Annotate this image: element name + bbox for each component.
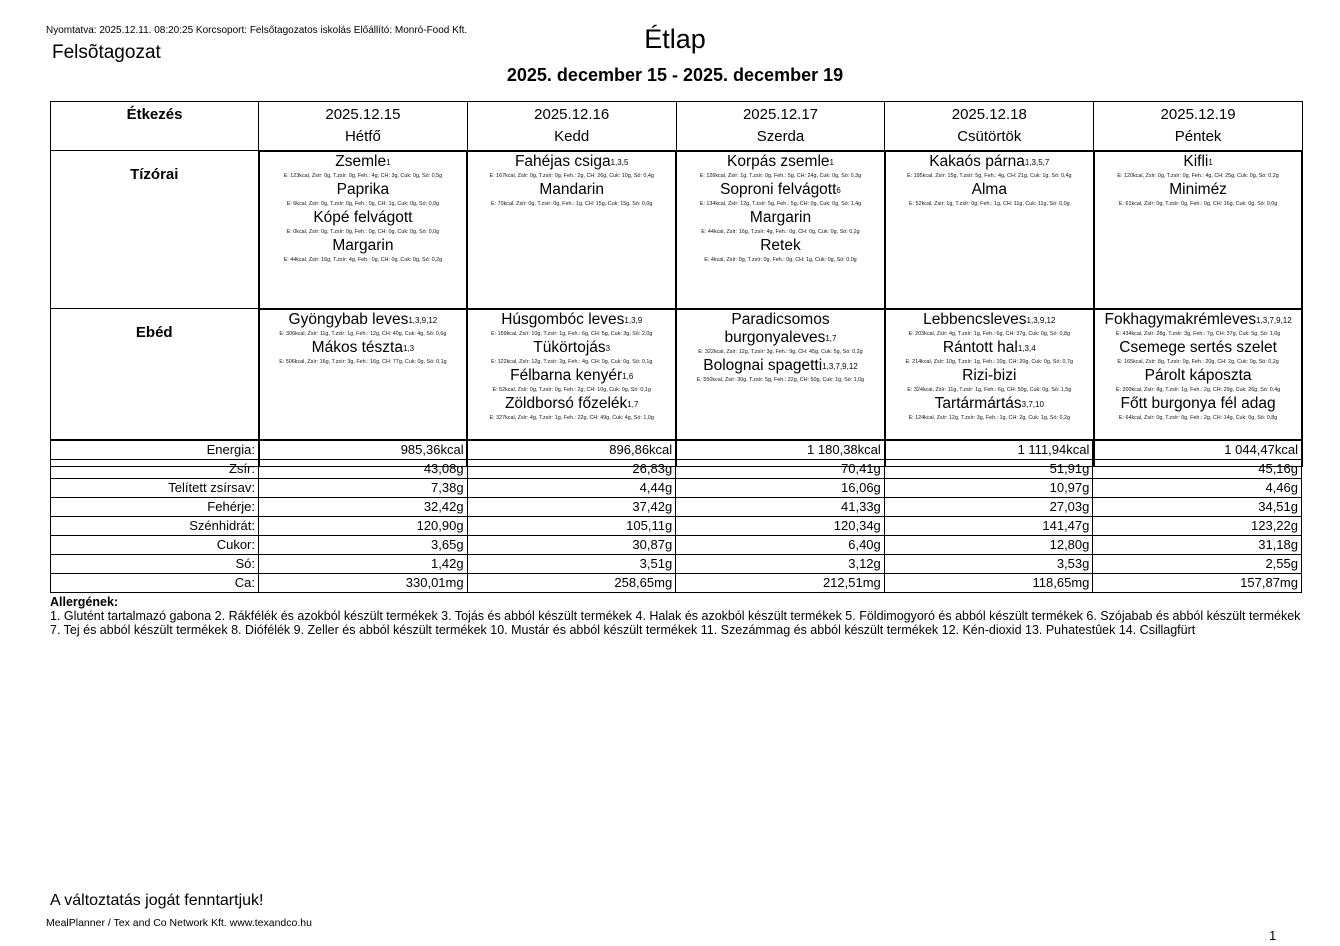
nutrition-value: 118,65mg	[884, 574, 1093, 593]
allergen-title: Allergének:	[50, 595, 119, 609]
dish-name: Korpás zsemle	[727, 152, 830, 170]
nutrition-value: 3,53g	[884, 555, 1093, 574]
nutrition-value: 141,47g	[884, 517, 1093, 536]
dish-name-line	[468, 367, 675, 385]
dish-name-line	[886, 181, 1093, 199]
dish-nutrition: E: 195kcal, Zsír: 15g, T.zsír: 5g, Feh.: 4g, CH: 21g, Cuk: 1g, Só: 0,4g	[907, 172, 1072, 179]
dish-item	[468, 367, 675, 395]
dish-name: Párolt káposzta	[1144, 366, 1252, 384]
dish-item	[677, 237, 884, 265]
dish-name: Csemege sertés szelet	[1119, 338, 1277, 356]
dish-item	[468, 181, 675, 209]
dish-item	[260, 237, 467, 265]
dish-item	[677, 357, 884, 385]
nutrition-row	[51, 574, 1302, 593]
dish-nutrition: E: 61kcal, Zsír: 0g, T.zsír: 0g, Feh.: 0g, CH: 16g, Cuk: 0g, Só: 0,0g	[1118, 200, 1278, 207]
dish-nutrition: E: 52kcal, Zsír: 1g, T.zsír: 0g, Feh.: 1g, CH: 11g, Cuk: 11g, Só: 0,0g	[908, 200, 1070, 207]
dish-nutrition: E: 4kcal, Zsír: 0g, T.zsír: 0g, Feh.: 0g, CH: 1g, Cuk: 0g, Só: 0,0g	[704, 256, 857, 263]
dish-nutrition: E: 126kcal, Zsír: 1g, T.zsír: 0g, Feh.: 5g, CH: 24g, Cuk: 0g, Só: 0,3g	[699, 172, 862, 179]
day-menu-cell	[885, 151, 1094, 309]
day-header	[885, 102, 1094, 151]
page-title: Étlap	[644, 24, 706, 54]
dish-name-line	[677, 209, 884, 227]
dish-name-line	[468, 153, 675, 171]
day-date: 2025.12.18	[951, 106, 1027, 123]
day-header	[467, 102, 676, 151]
dish-name-line	[260, 209, 467, 227]
dish-name-line	[468, 395, 675, 413]
dish-nutrition: E: 52kcal, Zsír: 0g, T.zsír: 0g, Feh.: 2g, CH: 10g, Cuk: 0g, Só: 0,1g	[492, 386, 651, 393]
nutrition-value: 31,18g	[1093, 536, 1302, 555]
allergen-codes: 3,7,10	[1021, 399, 1044, 409]
dish-nutrition: E: 44kcal, Zsír: 16g, T.zsír: 4g, Feh.: 0g, CH: 0g, Cuk: 0g, Só: 0,2g	[283, 256, 443, 263]
dish-item	[1095, 395, 1302, 423]
dish-name: Paradicsomos burgonyaleves	[724, 310, 830, 346]
dish-item	[260, 181, 467, 209]
allergen-codes: 1,3,5	[610, 157, 629, 167]
day-weekday: Csütörtök	[957, 128, 1022, 145]
dish-nutrition: E: 159kcal, Zsír: 10g, T.zsír: 1g, Feh.: 6g, CH: 5g, Cuk: 3g, Só: 2,0g	[490, 330, 653, 337]
nutrition-summary-table	[50, 439, 1302, 593]
nutrition-row	[51, 498, 1302, 517]
dish-name: Rántott hal	[942, 338, 1018, 356]
nutrition-row	[51, 536, 1302, 555]
dish-name: Paprika	[336, 180, 390, 198]
dish-nutrition: E: 0kcal, Zsír: 0g, T.zsír: 0g, Feh.: 0g, CH: 0g, Cuk: 0g, Só: 0,0g	[286, 228, 440, 235]
dish-name-line	[1095, 395, 1302, 413]
nutrition-row	[51, 517, 1302, 536]
nutrition-value: 985,36kcal	[259, 440, 468, 460]
day-menu-cell	[259, 151, 468, 309]
dish-item	[886, 367, 1093, 395]
dish-item	[886, 395, 1093, 423]
dish-name: Bolognai spagetti	[703, 356, 823, 374]
nutrition-value: 70,41g	[676, 460, 885, 479]
allergen-codes: 1	[386, 157, 391, 167]
dish-item	[1095, 153, 1302, 181]
dish-nutrition: E: 434kcal, Zsír: 28g, T.zsír: 3g, Feh.: 7g, CH: 37g, Cuk: 5g, Só: 1,0g	[1115, 330, 1281, 337]
day-weekday: Hétfő	[344, 128, 381, 145]
dish-name-line	[886, 367, 1093, 385]
nutrition-value: 123,22g	[1093, 517, 1302, 536]
page-number: 1	[1269, 928, 1277, 943]
dish-name: Főtt burgonya fél adag	[1120, 394, 1276, 412]
dish-name-line	[677, 357, 884, 375]
dish-name-line	[886, 395, 1093, 413]
dish-item	[886, 311, 1093, 339]
dish-name-line	[677, 153, 884, 171]
allergen-codes: 1,7	[825, 333, 837, 343]
dish-name-line	[260, 153, 467, 171]
dish-nutrition: E: 203kcal, Zsír: 4g, T.zsír: 1g, Feh.: 6g, CH: 37g, Cuk: 0g, Só: 0,8g	[908, 330, 1070, 337]
nutrition-value: 16,06g	[676, 479, 885, 498]
day-date: 2025.12.19	[1160, 106, 1236, 123]
dish-name: Tükörtojás	[533, 338, 606, 356]
dish-name-line	[468, 181, 675, 199]
nutrition-label: Só:	[51, 555, 259, 574]
nutrition-value: 1 180,38kcal	[676, 440, 885, 460]
nutrition-value: 1 044,47kcal	[1093, 440, 1302, 460]
dish-name-line	[260, 339, 467, 357]
printed-info: Nyomtatva: 2025.12.11. 08:20:25 Korcsoport: Felsőtagozatos iskolás Előállító: Monró-Food Kft.	[46, 25, 468, 36]
nutrition-value: 37,42g	[467, 498, 676, 517]
meal-name: Tízórai	[51, 151, 259, 309]
nutrition-value: 6,40g	[676, 536, 885, 555]
meal-row-tizorai	[51, 151, 1303, 309]
footer-credit: MealPlanner / Tex and Co Network Kft. www.texandco.hu	[46, 917, 312, 929]
dish-nutrition: E: 6kcal, Zsír: 0g, T.zsír: 0g, Feh.: 0g, CH: 1g, Cuk: 0g, Só: 0,0g	[286, 200, 440, 207]
dish-name: Kakaós párna	[929, 152, 1025, 170]
dish-item	[468, 153, 675, 181]
dish-item	[677, 311, 884, 357]
allergen-codes: 1,3	[402, 343, 415, 353]
dish-name: Mákos tészta	[311, 338, 403, 356]
nutrition-row	[51, 479, 1302, 498]
dish-nutrition: E: 70kcal, Zsír: 0g, T.zsír: 0g, Feh.: 1g, CH: 15g, Cuk: 15g, Só: 0,0g	[490, 200, 653, 207]
dish-name-line	[260, 311, 467, 329]
date-range: 2025. december 15 - 2025. december 19	[506, 65, 844, 85]
dish-name: Miniméz	[1169, 180, 1227, 198]
menu-table	[50, 101, 1303, 467]
dish-nutrition: E: 124kcal, Zsír: 12g, T.zsír: 3g, Feh.: 1g, CH: 2g, Cuk: 1g, Só: 0,2g	[908, 414, 1070, 421]
menu-header-row	[51, 102, 1303, 151]
nutrition-value: 34,51g	[1093, 498, 1302, 517]
nutrition-value: 330,01mg	[259, 574, 468, 593]
nutrition-value: 12,80g	[884, 536, 1093, 555]
day-date: 2025.12.16	[534, 106, 610, 123]
dish-name: Rizi-bizi	[962, 366, 1017, 384]
nutrition-value: 4,44g	[467, 479, 676, 498]
allergen-codes: 6	[836, 185, 841, 195]
dish-nutrition: E: 122kcal, Zsír: 12g, T.zsír: 2g, Feh.: 4g, CH: 0g, Cuk: 0g, Só: 0,1g	[490, 358, 653, 365]
dish-item	[886, 181, 1093, 209]
allergen-codes: 1,3,9,12	[1026, 315, 1056, 325]
nutrition-row	[51, 440, 1302, 460]
dish-item	[1095, 181, 1302, 209]
nutrition-value: 26,83g	[467, 460, 676, 479]
dish-nutrition: E: 214kcal, Zsír: 10g, T.zsír: 1g, Feh.: 10g, CH: 20g, Cuk: 0g, Só: 0,7g	[905, 358, 1073, 365]
dish-nutrition: E: 165kcal, Zsír: 8g, T.zsír: 0g, Feh.: 20g, CH: 2g, Cuk: 0g, Só: 0,2g	[1117, 358, 1279, 365]
dish-name: Kópé felvágott	[313, 208, 413, 226]
dish-name: Húsgombóc leves	[501, 310, 625, 328]
allergen-codes: 1	[829, 157, 834, 167]
nutrition-row	[51, 555, 1302, 574]
dish-name: Zsemle	[335, 152, 387, 170]
nutrition-value: 120,90g	[259, 517, 468, 536]
dish-nutrition: E: 120kcal, Zsír: 0g, T.zsír: 0g, Feh.: 4g, CH: 25g, Cuk: 0g, Só: 0,2g	[1117, 172, 1279, 179]
dish-nutrition: E: 327kcal, Zsír: 4g, T.zsír: 1g, Feh.: 22g, CH: 49g, Cuk: 4g, Só: 1,0g	[489, 414, 654, 421]
allergen-codes: 1,3,7,9,12	[822, 361, 858, 371]
day-menu-cell	[1094, 151, 1303, 309]
nutrition-value: 27,03g	[884, 498, 1093, 517]
dish-item	[1095, 311, 1302, 339]
nutrition-value: 157,87mg	[1093, 574, 1302, 593]
nutrition-row	[51, 460, 1302, 479]
dish-item	[886, 153, 1093, 181]
dish-name-line	[677, 311, 884, 347]
dish-nutrition: E: 64kcal, Zsír: 0g, T.zsír: 0g, Feh.: 2g, CH: 14g, Cuk: 0g, Só: 0,8g	[1118, 414, 1278, 421]
dish-name-line	[260, 181, 467, 199]
dish-name: Retek	[760, 236, 801, 254]
nutrition-value: 45,16g	[1093, 460, 1302, 479]
dish-name: Soproni felvágott	[720, 180, 837, 198]
day-menu-cell	[467, 151, 676, 309]
allergen-codes: 1,6	[622, 371, 634, 381]
dish-name: Alma	[971, 180, 1007, 198]
allergen-legend	[50, 595, 1310, 637]
dish-item	[260, 311, 467, 339]
dish-name: Tartármártás	[934, 394, 1022, 412]
dish-name-line	[468, 311, 675, 329]
meal-name: Ebéd	[51, 309, 259, 467]
dish-name-line	[886, 311, 1093, 329]
dish-item	[260, 339, 467, 367]
dish-name: Gyöngybab leves	[288, 310, 409, 328]
dish-nutrition: E: 44kcal, Zsír: 16g, T.zsír: 4g, Feh.: 0g, CH: 0g, Cuk: 0g, Só: 0,2g	[701, 228, 860, 235]
nutrition-label: Szénhidrát:	[51, 517, 259, 536]
dish-name-line	[1095, 181, 1302, 199]
nutrition-value: 10,97g	[884, 479, 1093, 498]
nutrition-value: 3,65g	[259, 536, 468, 555]
allergen-codes: 3	[605, 343, 611, 353]
day-header	[259, 102, 468, 151]
dish-item	[886, 339, 1093, 367]
dish-name-line	[1095, 311, 1302, 329]
day-date: 2025.12.15	[325, 106, 401, 123]
dish-item	[1095, 339, 1302, 367]
age-group-label: Felsõtagozat	[52, 42, 161, 63]
dish-name: Zöldborsó főzelék	[504, 394, 628, 412]
dish-item	[468, 339, 675, 367]
allergen-codes: 1,3,5,7	[1024, 157, 1050, 167]
nutrition-label: Zsír:	[51, 460, 259, 479]
nutrition-value: 1,42g	[259, 555, 468, 574]
dish-nutrition: E: 200kcal, Zsír: 8g, T.zsír: 1g, Feh.: 2g, CH: 29g, Cuk: 26g, Só: 0,4g	[1115, 386, 1281, 393]
dish-item	[677, 153, 884, 181]
dish-name-line	[886, 153, 1093, 171]
allergen-list: 1. Glutént tartalmazó gabona 2. Rákfélék és azokból készült termékek 3. Tojás és abból készült termékek 4. Halak és azokból készült termékek 5. Földimogyoró és abból készült termékek 6. Szójabab és abból készült termékek 7. Tej és abból készült termékek 8. Diófélék 9. Zeller és abból készült termékek 10. Mustár és abból készült termékek 11. Szezámmag és abból készült termékek 12. Kén-dioxid 13. Puhatestûek 14. Csillagfürt	[50, 609, 1301, 637]
dish-name: Kifli	[1183, 152, 1209, 170]
dish-name-line	[886, 339, 1093, 357]
dish-nutrition: E: 167kcal, Zsír: 0g, T.zsír: 0g, Feh.: 2g, CH: 26g, Cuk: 10g, Só: 0,4g	[489, 172, 654, 179]
nutrition-value: 30,87g	[467, 536, 676, 555]
dish-name-line	[468, 339, 675, 357]
dish-name-line	[1095, 153, 1302, 171]
dish-name: Félbarna kenyér	[510, 366, 623, 384]
dish-name: Lebbencsleves	[923, 310, 1027, 328]
nutrition-label: Telített zsírsav:	[51, 479, 259, 498]
dish-item	[468, 311, 675, 339]
dish-name: Fokhagymakrémleves	[1104, 310, 1257, 328]
dish-name-line	[677, 237, 884, 255]
nutrition-value: 212,51mg	[676, 574, 885, 593]
dish-name: Fahéjas csiga	[514, 152, 611, 170]
dish-nutrition: E: 324kcal, Zsír: 11g, T.zsír: 1g, Feh.: 6g, CH: 50g, Cuk: 0g, Só: 1,5g	[907, 386, 1072, 393]
nutrition-label: Cukor:	[51, 536, 259, 555]
nutrition-value: 4,46g	[1093, 479, 1302, 498]
dish-nutrition: E: 322kcal, Zsír: 12g, T.zsír: 3g, Feh.: 9g, CH: 45g, Cuk: 5g, Só: 0,2g	[698, 348, 863, 355]
day-header	[676, 102, 885, 151]
dish-nutrition: E: 123kcal, Zsír: 0g, T.zsír: 0g, Feh.: 4g, CH: 3g, Cuk: 0g, Só: 0,5g	[283, 172, 443, 179]
nutrition-value: 41,33g	[676, 498, 885, 517]
allergen-codes: 1,3,9	[624, 315, 643, 325]
nutrition-label: Fehérje:	[51, 498, 259, 517]
dish-name: Margarin	[749, 208, 812, 226]
allergen-codes: 1	[1208, 157, 1213, 167]
dish-name-line	[677, 181, 884, 199]
dish-nutrition: E: 306kcal, Zsír: 11g, T.zsír: 1g, Feh.: 12g, CH: 40g, Cuk: 4g, Só: 0,6g	[279, 330, 447, 337]
nutrition-value: 1 111,94kcal	[884, 440, 1093, 460]
dish-item	[260, 209, 467, 237]
day-date: 2025.12.17	[742, 106, 819, 123]
day-menu-cell	[676, 151, 885, 309]
dish-item	[677, 209, 884, 237]
nutrition-value: 896,86kcal	[467, 440, 676, 460]
allergen-codes: 1,3,7,9,12	[1256, 315, 1292, 325]
dish-nutrition: E: 134kcal, Zsír: 12g, T.zsír: 5g, Feh.: 5g, CH: 0g, Cuk: 0g, Só: 1,4g	[699, 200, 862, 207]
allergen-codes: 1,7	[627, 399, 639, 409]
day-weekday: Péntek	[1174, 128, 1222, 145]
nutrition-label: Energia:	[51, 440, 259, 460]
allergen-codes: 1,3,4	[1017, 343, 1036, 353]
nutrition-value: 51,91g	[884, 460, 1093, 479]
nutrition-value: 3,12g	[676, 555, 885, 574]
meal-column-header: Étkezés	[51, 102, 259, 151]
dish-name: Mandarin	[539, 180, 604, 198]
day-header	[1094, 102, 1303, 151]
dish-item	[468, 395, 675, 423]
dish-item	[1095, 367, 1302, 395]
dish-name-line	[1095, 367, 1302, 385]
dish-nutrition: E: 506kcal, Zsír: 16g, T.zsír: 3g, Feh.: 16g, CH: 77g, Cuk: 0g, Só: 0,1g	[279, 358, 447, 365]
dish-item	[677, 181, 884, 209]
nutrition-value: 2,55g	[1093, 555, 1302, 574]
nutrition-value: 105,11g	[467, 517, 676, 536]
dish-name-line	[260, 237, 467, 255]
dish-item	[260, 153, 467, 181]
nutrition-label: Ca:	[51, 574, 259, 593]
allergen-codes: 1,3,9,12	[408, 315, 438, 325]
nutrition-value: 3,51g	[467, 555, 676, 574]
dish-nutrition: E: 550kcal, Zsír: 30g, T.zsír: 5g, Feh.: 22g, CH: 50g, Cuk: 1g, Só: 1,0g	[696, 376, 865, 383]
dish-name-line	[1095, 339, 1302, 357]
nutrition-value: 120,34g	[676, 517, 885, 536]
dish-name: Margarin	[332, 236, 394, 254]
reserve-note: A változtatás jogát fenntartjuk!	[50, 892, 264, 909]
nutrition-value: 32,42g	[259, 498, 468, 517]
day-weekday: Kedd	[554, 128, 590, 145]
nutrition-value: 7,38g	[259, 479, 468, 498]
day-weekday: Szerda	[756, 128, 805, 145]
nutrition-value: 258,65mg	[467, 574, 676, 593]
nutrition-value: 43,08g	[259, 460, 468, 479]
